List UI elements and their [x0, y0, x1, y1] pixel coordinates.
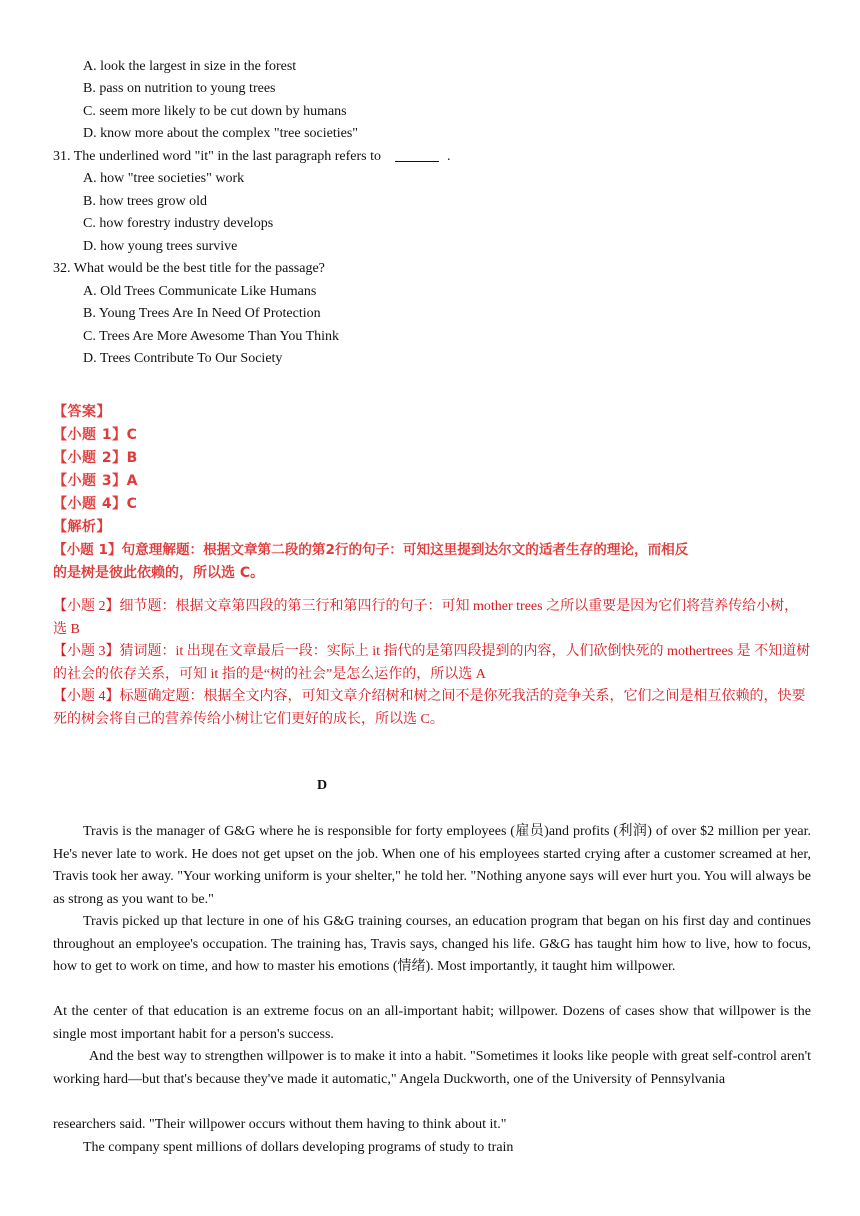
q32-option-a: A. Old Trees Communicate Like Humans [83, 284, 317, 299]
passage-paragraph-2: Travis picked up that lecture in one of his G&G training courses, an education program that began on his first day and continues throughout an employee's occupation. The training has, Travis says, changed his life. G&G has taught him how to live, how to focus, how to get to work on time, and how to master his emotions (情绪). Most importantly, it taught him willpower. [53, 914, 811, 974]
passage-paragraph-4b: researchers said. "Their willpower occurs without them having to think about it." [53, 1117, 507, 1132]
q31-option-b: B. how trees grow old [83, 194, 208, 209]
answer-item-3: 【小题 3】A [53, 473, 138, 489]
q30-option-d: D. know more about the complex "tree societies" [83, 126, 359, 141]
q31-stem-line [53, 146, 451, 168]
analysis-1-line1: 【小题 1】句意理解题：根据文章第二段的第2行的句子：可知这里提到达尔文的适者生存的理论，而相反 [53, 542, 689, 558]
passage-paragraph-3: At the center of that education is an extreme focus on an all-important habit; willpower. Dozens of cases show that willpower is the single most important habit for a person's success. [53, 1004, 811, 1042]
explanation-4: 【小题 4】标题确定题：根据全文内容，可知文章介绍树和树之间不是你死我活的竞争关系，它们之间是相互依赖的，快要死的树会将自己的营养传给小树让它们更好的成长，所以选 C。 [53, 689, 806, 727]
q30-option-a: A. look the largest in size in the forest [83, 59, 297, 74]
passage-paragraph-5: The company spent millions of dollars developing programs of study to train [83, 1140, 514, 1155]
passage-paragraph-4a: And the best way to strengthen willpower is to make it into a habit. "Sometimes it looks like people with great self-control aren't working hard—but that's because they've made it automatic," Angela Duckworth, one of the University of Pennsylvania [53, 1049, 811, 1087]
answer-blank [395, 147, 439, 162]
answer-item-4: 【小题 4】C [53, 496, 138, 512]
section-heading: D [317, 778, 328, 793]
q30-option-b: B. pass on nutrition to young trees [83, 81, 276, 96]
analysis-1-line2: 的是树是彼此依赖的，所以选 C。 [53, 565, 265, 581]
q31-option-d: D. how young trees survive [83, 239, 238, 254]
passage-paragraph-1: Travis is the manager of G&G where he is responsible for forty employees (雇员)and profits (利润) of over $2 million per year. He's never late to work. He does not get upset on the job. When one of his employees started crying after a customer screamed at her, Travis took her away. "Your working uniform is your shelter," he told her. "Nothing anyone says will ever hurt you. You will always be as strong as you want to be." [53, 824, 811, 907]
analysis-header: 【解析】 [53, 519, 111, 535]
answer-header: 【答案】 [53, 404, 111, 420]
q32-stem: 32. What would be the best title for the passage? [53, 261, 325, 276]
q32-option-d: D. Trees Contribute To Our Society [83, 351, 283, 366]
q31-option-c: C. how forestry industry develops [83, 216, 274, 231]
explanation-2: 【小题 2】细节题：根据文章第四段的第三行和第四行的句子：可知 mother trees 之所以重要是因为它们将营养传给小树，选 B [53, 599, 799, 637]
q31-stem: 31. The underlined word "it" in the last paragraph refers to [53, 149, 382, 164]
answer-item-1: 【小题 1】C [53, 427, 138, 443]
q31-option-a: A. how "tree societies" work [83, 171, 245, 186]
explanation-3: 【小题 3】猜词题：it 出现在文章最后一段：实际上 it 指代的是第四段提到的内容，人们砍倒快死的 mothertrees 是 不知道树的社会的依存关系，可知 it 指的是“树的社会”是怎么运作的，所以选 A [53, 644, 811, 682]
q31-end: . [447, 149, 451, 164]
q32-option-c: C. Trees Are More Awesome Than You Think [83, 329, 340, 344]
answer-item-2: 【小题 2】B [53, 450, 138, 466]
q30-option-c: C. seem more likely to be cut down by humans [83, 104, 347, 119]
q32-option-b: B. Young Trees Are In Need Of Protection [83, 306, 321, 321]
